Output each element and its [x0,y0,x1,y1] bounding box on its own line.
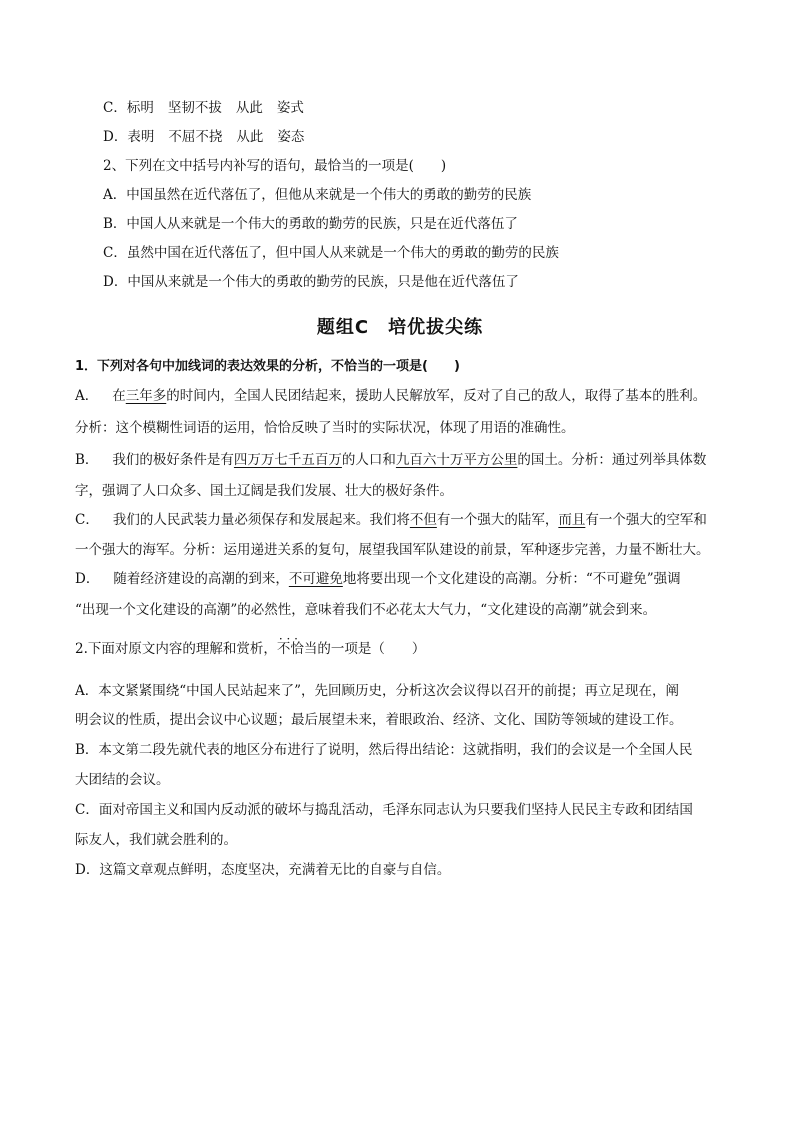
question-2-stem: 2、下列在文中括号内补写的语句，最恰当的一项是( ) [103,158,447,174]
group-c-q1-option-d-line2: “出现一个文化建设的高潮”的必然性，意味着我们不必花太大气力，“文化建设的高潮”就会到来。 [75,602,657,618]
underlined-word: 不但 [409,512,437,528]
option-word: 不屈不挠 [168,129,223,145]
group-c-q2-option-b-line1: B．本文第二段先就代表的地区分布进行了说明，然后得出结论：这就指明，我们的会议是一个全国人民 [75,742,693,758]
group-c-q1-option-c-line2: 一个强大的海军。分析：运用递进关系的复句，展望我国军队建设的前景，军种逐步完善，力量不断壮大。 [75,542,710,558]
text: 的时间内，全国人民团结起来，援助人民解放军，反对了自己的敌人，取得了基本的胜利。 [166,388,707,404]
group-c-q1-option-b-line2: 字，强调了人口众多、国土辽阔是我们发展、壮大的极好条件。 [75,483,453,499]
text: 有一个强大的陆军， [436,512,559,528]
text: 地将要出现一个文化建设的高潮。分析：“不可避免”强调 [342,571,681,587]
option-label: D． [103,129,128,145]
underlined-word: 九百六十万平方公里 [395,452,518,468]
option-label: B． [75,452,99,468]
option-label: D． [75,571,100,587]
option-word: 从此 [235,100,263,116]
option-word: 表明 [127,129,155,145]
underlined-word: 三年多 [125,388,167,404]
question-2-option-d: D．中国从来就是一个伟大的勇敢的勤劳的民族，只是他在近代落伍了 [103,274,519,290]
option-d-top [103,127,304,147]
text: 随着经济建设的高潮的到来， [113,571,289,587]
text: 在 [112,388,126,404]
question-2-option-a: A．中国虽然在近代落伍了，但他从来就是一个伟大的勇敢的勤劳的民族 [103,187,532,203]
group-c-q2-option-b-line2: 大团结的会议。 [75,772,170,788]
group-c-question-2-stem [75,639,730,659]
group-c-q2-option-a-line1: A．本文紧紧围绕“中国人民站起来了”，先回顾历史，分析这次会议得以召开的前提；再立足现在，阐 [75,683,680,699]
group-c-q2-option-a-line2: 明会议的性质，提出会议中心议题；最后展望未来，着眼政治、经济、文化、国防等领域的建设工作。 [75,712,683,728]
underlined-word: 而且 [558,512,586,528]
text: 的国土。分析：通过列举具体数 [517,452,707,468]
option-word: 坚韧不拔 [167,100,222,116]
option-word: 姿式 [276,100,304,116]
option-label: A． [75,388,99,404]
group-c-q1-option-d [75,569,730,589]
group-c-q2-option-c-line2: 际友人，我们就会胜利的。 [75,832,237,848]
option-word: 从此 [236,129,264,145]
question-2-option-c: C．虽然中国在近代落伍了，但中国人从来就是一个伟大的勇敢的勤劳的民族 [103,245,559,261]
text: 的一项是（ ） [317,641,426,657]
group-c-q1-option-c [75,510,730,530]
group-c-q2-option-c-line1: C．面对帝国主义和国内反动派的破坏与捣乱活动，毛泽东同志认为只要我们坚持人民民主专政和团结国 [75,802,693,818]
group-c-q1-option-a-analysis: 分析：这个模糊性词语的运用，恰恰反映了当时的实际状况，体现了用语的准确性。 [75,420,575,436]
group-c-q1-option-a [75,386,730,406]
section-title: 题组C 培优拔尖练 [316,317,484,338]
text: 的人口和 [341,452,396,468]
group-c-q2-option-d: D．这篇文章观点鲜明，态度坚决，充满着无比的自豪与自信。 [75,862,451,878]
text: 我们的人民武装力量必须保存和发展起来。我们将 [112,512,410,528]
option-label: C． [75,512,99,528]
option-word: 标明 [126,100,154,116]
option-c-top [103,98,304,118]
group-c-q1-option-b [75,450,730,470]
text: 我们的极好条件是有 [112,452,234,468]
option-word: 姿态 [277,129,305,145]
underlined-word: 不可避免 [288,571,343,587]
text: 有一个强大的空军和 [585,512,707,528]
text: 2.下面对原文内容的理解和赏析， [75,641,277,657]
question-2-option-b: B．中国人从来就是一个伟大的勇敢的勤劳的民族，只是在近代落伍了 [103,216,518,232]
group-c-question-1-stem: 1．下列对各句中加线词的表达效果的分析，不恰当的一项是( ) [75,359,460,374]
option-label: C． [103,100,127,116]
underlined-word: 四万万七千五百万 [233,452,342,468]
emphasis-dotted-word: · · · 不恰当 [277,641,318,657]
